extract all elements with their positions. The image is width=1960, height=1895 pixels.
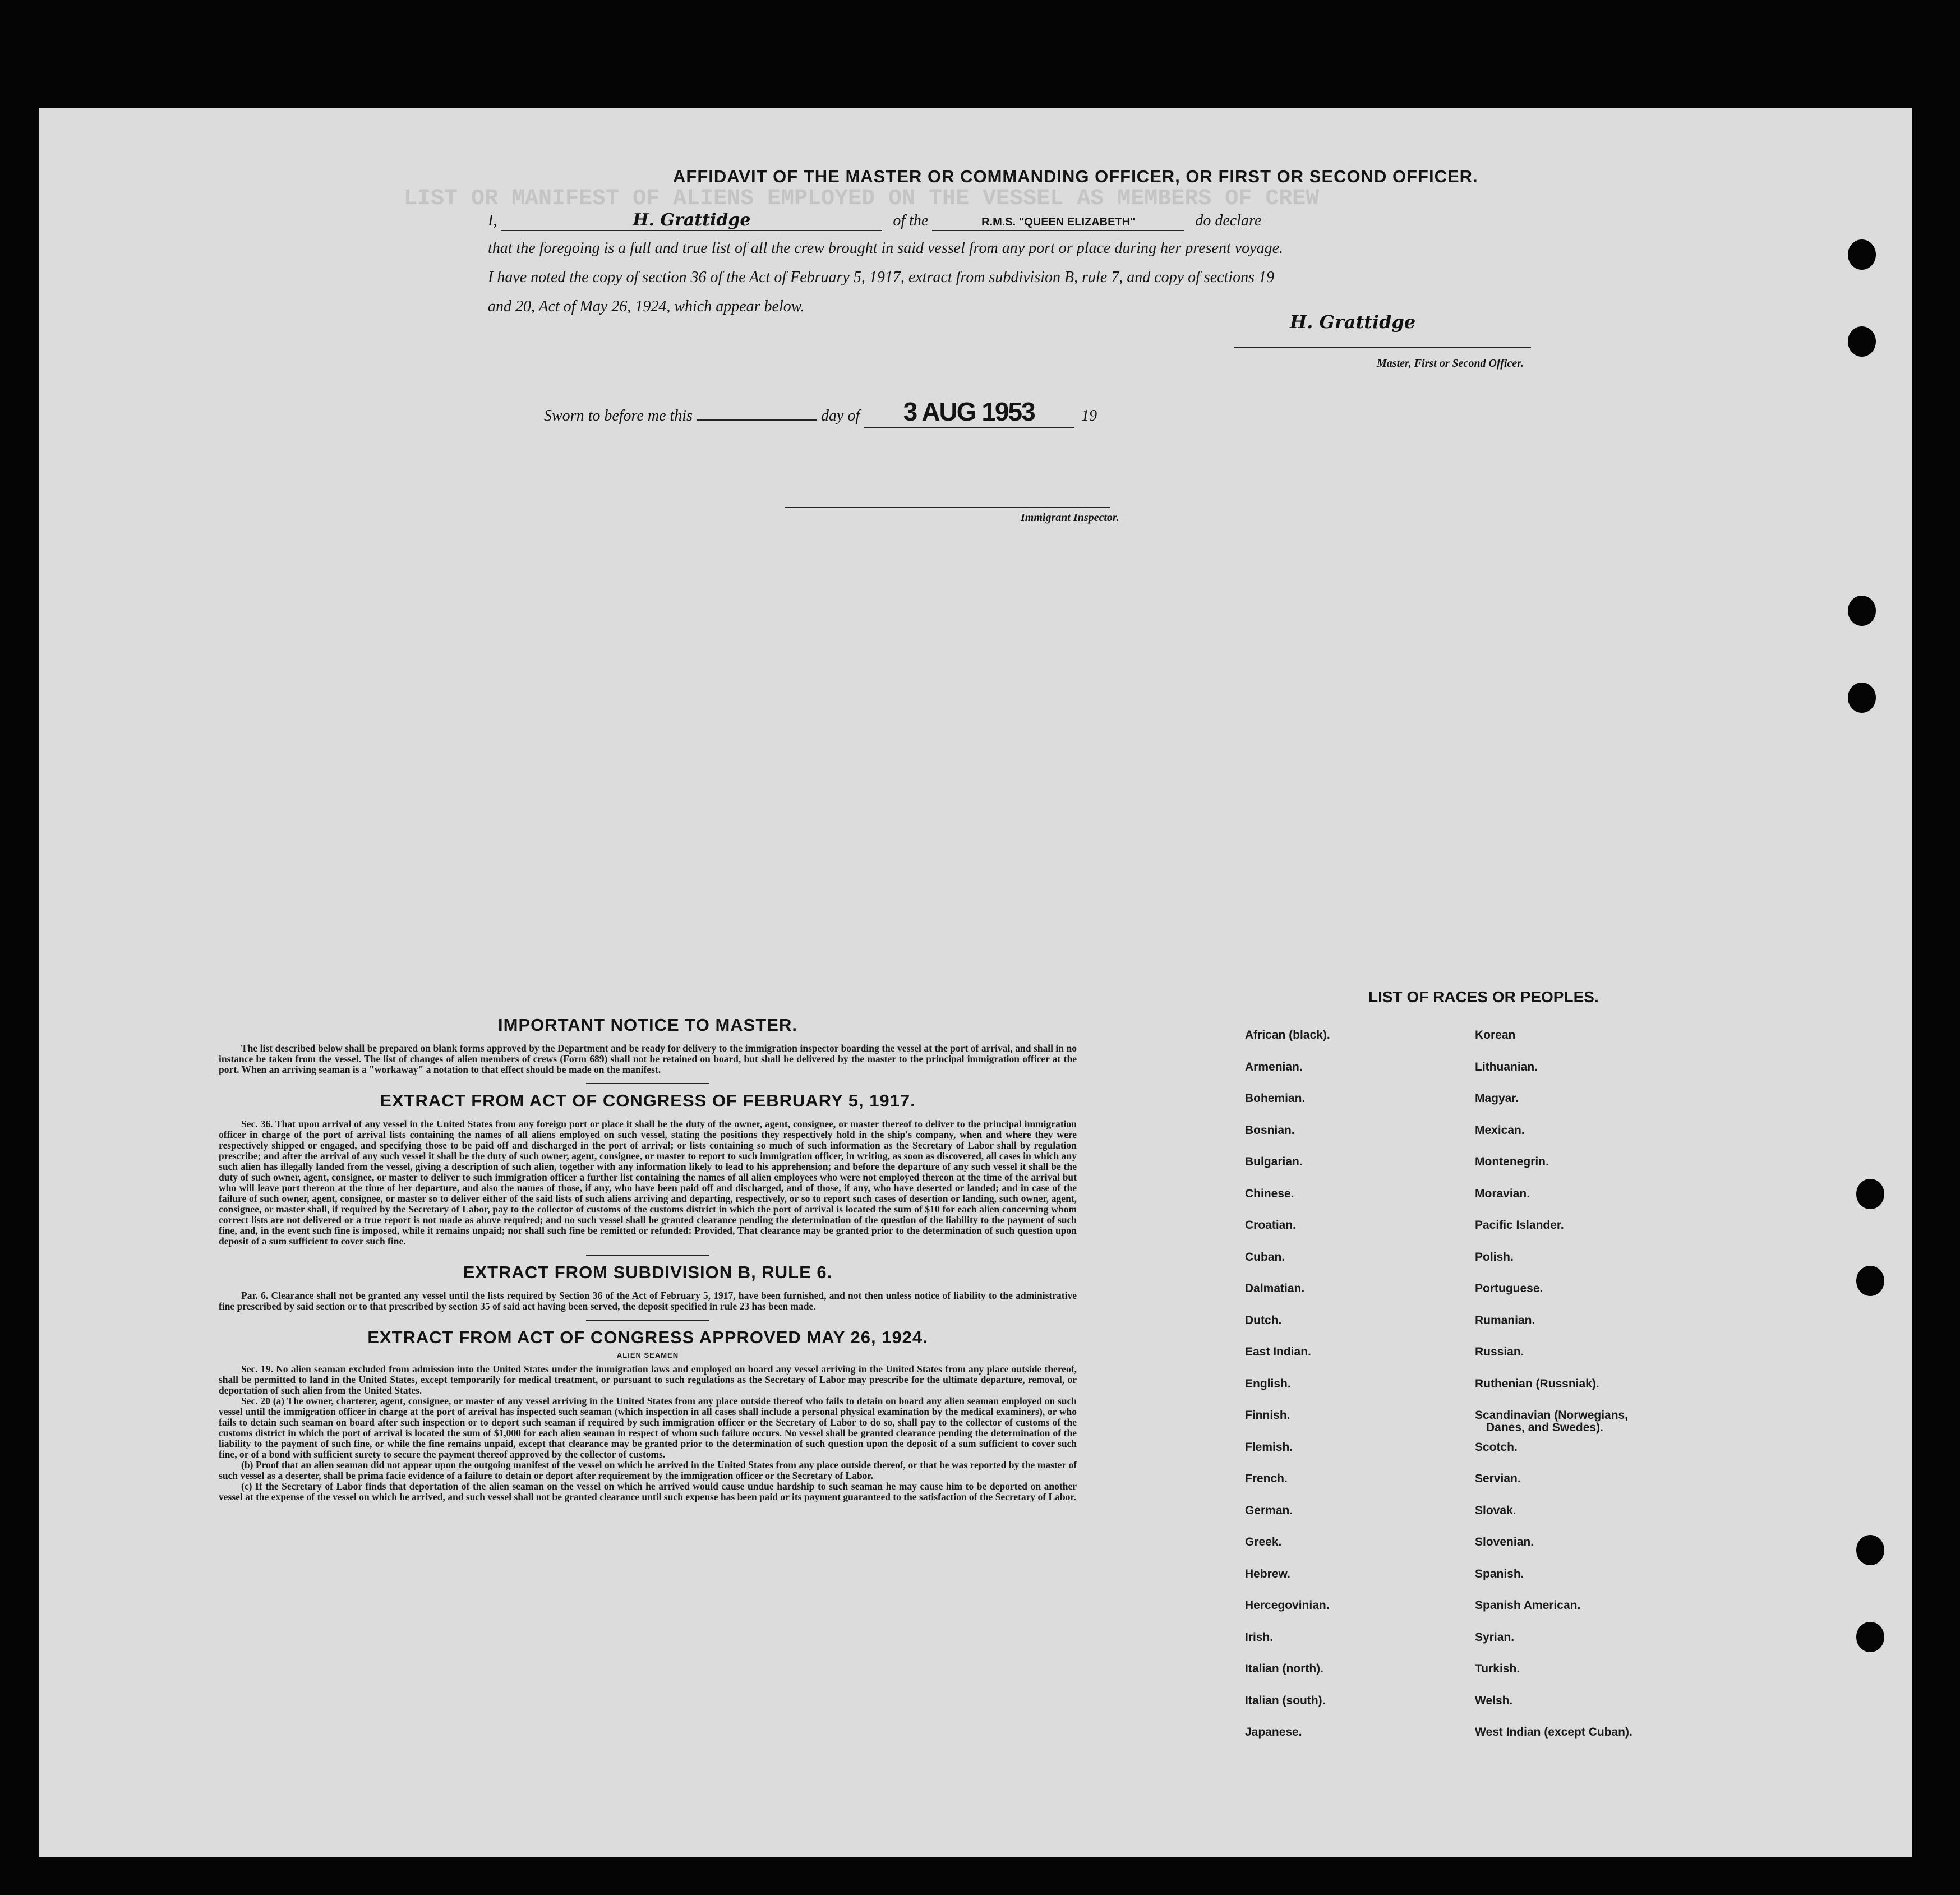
race-item: Lithuanian.: [1475, 1060, 1538, 1073]
i-label: I,: [488, 212, 497, 229]
races-title: LIST OF RACES OR PEOPLES.: [1368, 988, 1599, 1006]
binder-hole: [1856, 1179, 1884, 1209]
race-item: Moravian.: [1475, 1187, 1530, 1200]
inspector-label: Immigrant Inspector.: [1021, 511, 1119, 524]
extract-1917-text: Sec. 36. That upon arrival of any vessel in the United States from any foreign port or place it shall be the duty of the owner, agent, consignee, or master thereof to deliver to the principal immigration officer in charge of the port of arrival lists containing the names of all aliens employed on such vessel, stating the positions they respectively hold in the ship's company, when and where they were respectively shipped or engaged, and specifying those to be paid off and discharged in the port of arrival; or lists containing so much of such information as the Secretary of Labor shall by regulation prescribe; and after the arrival of any such vessel it shall be the duty of such owner, agent, consignee, or master to report to such immigration officer, in writing, as soon as discovered, all cases in which any such alien has illegally landed from the vessel, giving a description of such alien, together with any information likely to lead to his apprehension; and before the departure of any such vessel it shall be the duty of such owner, agent, consignee, or master to deliver to such immigration officer a further list containing the names of all alien employees who were not employed thereon at the time of the arrival but who will leave port thereon at the time of her departure, and also the names of those, if any, who have been paid off and discharged, and of those, if any, who have deserted or landed; and in case of the failure of such owner, agent, consignee, or master so to deliver either of the said lists of such aliens arriving and departing, respectively, or so to report such cases of desertion or landing, such owner, agent, consignee, or master shall, if required by the Secretary of Labor, pay to the collector of customs of the customs district in which the port of arrival is located the sum of $10 for each alien concerning whom correct lists are not delivered or a true report is not made as above required; and no such vessel shall be granted clearance pending the determination of the question of the liability to the payment of such fine, and, in the event such fine is imposed, while it remains unpaid; nor shall such fine be remitted or refunded: Provided, That clearance may be granted prior to the determination of such question upon deposit of a sum sufficient to cover such fine.: [219, 1118, 1077, 1247]
race-item: Servian.: [1475, 1472, 1521, 1485]
race-item: Bulgarian.: [1245, 1155, 1303, 1168]
do-declare-label: do declare: [1195, 212, 1262, 229]
race-item: Cuban.: [1245, 1250, 1285, 1264]
sec20b-text: (b) Proof that an alien seaman did not appear upon the outgoing manifest of the vessel on which he arrived in the United States from any place outside thereof, or that he was reported by the master of such vessel as a deserter, shall be prima facie evidence of a failure to detain or deport after requirement by the immigration officer or the Secretary of Labor.: [219, 1459, 1077, 1481]
race-item: Ruthenian (Russniak).: [1475, 1377, 1599, 1390]
affidavit-line-1: [488, 210, 1261, 231]
race-item: Magyar.: [1475, 1092, 1519, 1105]
race-item: Welsh.: [1475, 1694, 1513, 1707]
race-item: Portuguese.: [1475, 1282, 1543, 1295]
master-signature-2: H. Grattidge: [1290, 311, 1416, 333]
alien-seamen-subtitle: ALIEN SEAMEN: [616, 1351, 679, 1359]
binder-hole: [1848, 326, 1876, 357]
document-sheet: [39, 108, 1912, 1857]
race-item: Greek.: [1245, 1536, 1282, 1548]
race-item: Slovak.: [1475, 1504, 1516, 1517]
race-item: Spanish.: [1475, 1567, 1524, 1580]
affidavit-line-3: I have noted the copy of section 36 of the Act of February 5, 1917, extract from subdivision B, rule 7, and copy of sections 19: [488, 269, 1275, 286]
day-blank: [697, 419, 817, 421]
race-item: Rumanian.: [1475, 1313, 1535, 1327]
race-item: Slovenian.: [1475, 1536, 1534, 1548]
race-item: Montenegrin.: [1475, 1155, 1549, 1168]
sworn-label: Sworn to before me this: [544, 407, 693, 425]
race-item: Scotch.: [1475, 1440, 1518, 1454]
sec20a-text: Sec. 20 (a) The owner, charterer, agent, consignee, or master of any vessel arriving in the United States from any place outside thereof who fails to detain on board any alien seaman employed on such vessel until the immigration officer in charge at the port of arrival has inspected such seaman (which inspection in all cases shall include a personal physical examination by the medical examiners), or who fails to detain such seaman on board after such inspection or to deport such seaman if required by such immigration officer or the Secretary of Labor to do so, shall pay to the collector of customs of the customs district in which the port of arrival is located the sum of $1,000 for each alien seaman in respect of whom such failure occurs. No vessel shall be granted clearance pending the determination of the liability to the payment of such fine, or while the fine remains unpaid, except that clearance may be granted prior to the determination of such question upon the deposit of a sum sufficient to cover such fine, or of a bond with sufficient surety to secure the payment thereof approved by the collector of customs.: [219, 1395, 1077, 1460]
name-blank: [501, 210, 882, 231]
vessel-name: R.M.S. "QUEEN ELIZABETH": [981, 216, 1136, 228]
binder-hole: [1856, 1535, 1884, 1565]
binder-hole: [1856, 1622, 1884, 1652]
legal-text-column: [219, 1015, 1077, 1502]
race-item: West Indian (except Cuban).: [1475, 1726, 1632, 1739]
divider: [586, 1255, 709, 1256]
race-item: Korean: [1475, 1029, 1516, 1041]
race-item: Spanish American.: [1475, 1599, 1581, 1612]
race-item: Russian.: [1475, 1345, 1524, 1358]
binder-hole: [1848, 239, 1876, 270]
of-the-label: of the: [893, 212, 929, 229]
extract-1917-title: EXTRACT FROM ACT OF CONGRESS OF FEBRUARY 5, 1917.: [380, 1091, 916, 1110]
signature-line: [1234, 347, 1531, 348]
notice-title: IMPORTANT NOTICE TO MASTER.: [498, 1015, 797, 1035]
race-item: Bohemian.: [1245, 1092, 1306, 1105]
date-stamp: 3 AUG 1953: [903, 397, 1035, 426]
affidavit-line-4: and 20, Act of May 26, 1924, which appear below.: [488, 298, 805, 315]
race-item: German.: [1245, 1504, 1293, 1517]
race-item: Italian (south).: [1245, 1694, 1326, 1707]
race-item: Danes, and Swedes).: [1486, 1421, 1603, 1434]
race-item: Hebrew.: [1245, 1567, 1290, 1580]
bleed-through-text: LIST OR MANIFEST OF ALIENS EMPLOYED ON THE VESSEL AS MEMBERS OF CREW: [404, 186, 1320, 211]
race-item: French.: [1245, 1472, 1288, 1485]
race-item: Flemish.: [1245, 1440, 1293, 1454]
binder-hole: [1848, 683, 1876, 713]
race-item: Dalmatian.: [1245, 1282, 1305, 1295]
divider: [586, 1083, 709, 1084]
race-item: Finnish.: [1245, 1409, 1290, 1422]
extract-rule6-text: Par. 6. Clearance shall not be granted any vessel until the lists required by Section 36 of the Act of February 5, 1917, have been furnished, and not then unless notice of liability to the administrative fine prescribed by said section or to that prescribed by section 35 of said act having been served, the deposit specified in rule 23 has been made.: [219, 1290, 1077, 1312]
race-item: Armenian.: [1245, 1060, 1303, 1073]
inspector-line: [785, 507, 1110, 508]
race-item: Turkish.: [1475, 1662, 1520, 1675]
race-item: Chinese.: [1245, 1187, 1294, 1200]
affidavit-title: AFFIDAVIT OF THE MASTER OR COMMANDING OFFICER, OR FIRST OR SECOND OFFICER.: [673, 167, 1478, 186]
race-item: Hercegovinian.: [1245, 1599, 1330, 1612]
race-item: Polish.: [1475, 1250, 1514, 1264]
sec19-text: Sec. 19. No alien seaman excluded from admission into the United States under the immigration laws and employed on board any vessel arriving in the United States from any place outside thereof, shall be permitted to land in the United States, except temporarily for medical treatment, or pursuant to such regulations as the Secretary of Labor may prescribe for the ultimate departure, removal, or deportation of such alien from the United States.: [219, 1363, 1077, 1396]
binder-hole: [1856, 1266, 1884, 1296]
race-item: East Indian.: [1245, 1345, 1311, 1358]
day-of-label: day of: [820, 407, 860, 425]
race-item: Pacific Islander.: [1475, 1219, 1564, 1232]
race-item: Irish.: [1245, 1630, 1274, 1644]
race-item: Italian (north).: [1245, 1662, 1323, 1675]
master-signature: H. Grattidge: [633, 210, 751, 230]
sworn-line: [544, 396, 1097, 428]
signer-title: Master, First or Second Officer.: [1377, 357, 1524, 370]
race-item: Bosnian.: [1245, 1123, 1295, 1137]
race-item: Scandinavian (Norwegians,: [1475, 1409, 1629, 1422]
notice-text: The list described below shall be prepared on blank forms approved by the Department and be ready for delivery to the immigration inspector boarding the vessel at the port of arrival, and shall in no instance be taken from the vessel. The list of changes of alien members of crews (Form 689) shall not be retained on board, but shall be delivered by the master to the principal immigration officer at the port. When an arriving seaman is a "workaway" a notation to that effect should be made on the manifest.: [219, 1043, 1077, 1075]
divider: [586, 1320, 709, 1321]
sec20c-text: (c) If the Secretary of Labor finds that deportation of the alien seaman on the vessel on which he arrived would cause undue hardship to such seaman he may cause him to be deported on another vessel at the expense of the vessel on which he arrived, and such vessel shall not be granted clearance until such expense has been paid or its payment guaranteed to the satisfaction of the Secretary of Labor.: [219, 1481, 1077, 1502]
race-item: African (black).: [1245, 1029, 1330, 1041]
year-prefix: 19: [1081, 407, 1097, 425]
vessel-blank: [932, 212, 1184, 231]
race-item: English.: [1245, 1377, 1291, 1390]
race-item: Croatian.: [1245, 1219, 1297, 1232]
race-item: Mexican.: [1475, 1123, 1525, 1137]
extract-1924-title: EXTRACT FROM ACT OF CONGRESS APPROVED MAY 26, 1924.: [367, 1327, 928, 1347]
affidavit-line-2: that the foregoing is a full and true list of all the crew brought in said vessel from any port or place during her present voyage.: [488, 239, 1284, 257]
race-item: Japanese.: [1245, 1726, 1302, 1739]
binder-hole: [1848, 596, 1876, 626]
race-item: Dutch.: [1245, 1313, 1282, 1327]
extract-rule6-title: EXTRACT FROM SUBDIVISION B, RULE 6.: [463, 1262, 833, 1282]
race-item: Syrian.: [1475, 1630, 1515, 1644]
month-blank: [864, 396, 1074, 428]
